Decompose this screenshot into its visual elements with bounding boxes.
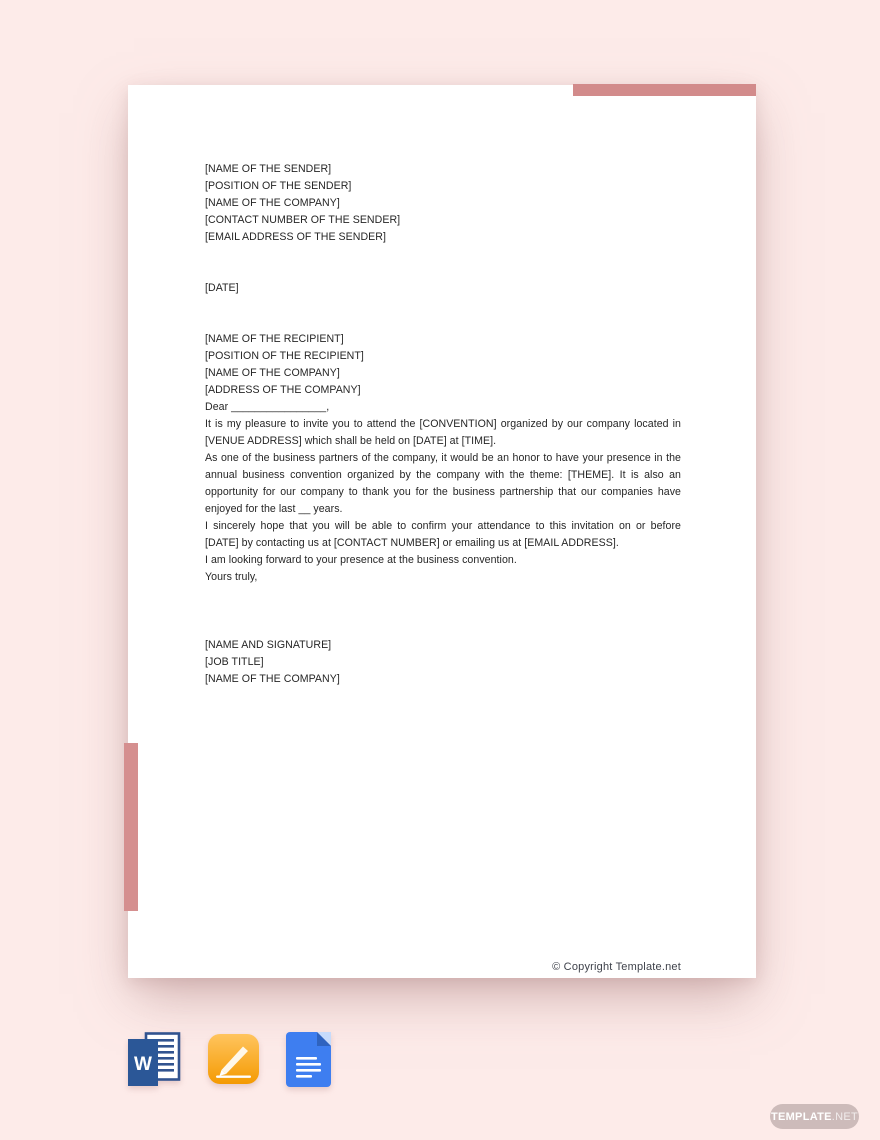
google-docs-icon[interactable] (286, 1032, 331, 1087)
badge-text-light: .NET (831, 1110, 859, 1123)
left-accent-bar (124, 743, 138, 911)
letter-body (205, 161, 681, 688)
word-letter: W (134, 1053, 152, 1075)
paragraph-invitation: It is my pleasure to invite you to attend the [CONVENTION] organized by our company located in [VENUE ADDRESS] which shall be held on [DATE] at [TIME]. (205, 418, 681, 447)
recipient-position: [POSITION OF THE RECIPIENT] (205, 350, 364, 362)
sender-name: [NAME OF THE SENDER] (205, 163, 332, 175)
apple-pages-icon[interactable] (208, 1034, 259, 1084)
sender-contact-number: [CONTACT NUMBER OF THE SENDER] (205, 214, 401, 226)
recipient-block (205, 331, 681, 399)
letter-date: [DATE] (205, 282, 239, 294)
recipient-name: [NAME OF THE RECIPIENT] (205, 333, 344, 345)
signature-company: [NAME OF THE COMPANY] (205, 673, 340, 685)
signature-job-title: [JOB TITLE] (205, 656, 264, 668)
ms-word-icon[interactable] (128, 1032, 181, 1087)
recipient-company-address: [ADDRESS OF THE COMPANY] (205, 384, 361, 396)
copyright-notice: © Copyright Template.net (552, 961, 681, 973)
signature-name: [NAME AND SIGNATURE] (205, 639, 332, 651)
sender-company: [NAME OF THE COMPANY] (205, 197, 340, 209)
letter-document (128, 85, 756, 978)
closing: Yours truly, (205, 571, 258, 583)
sender-email: [EMAIL ADDRESS OF THE SENDER] (205, 231, 386, 243)
templatenet-watermark-badge[interactable] (770, 1104, 859, 1129)
sender-block (205, 161, 681, 246)
sender-position: [POSITION OF THE SENDER] (205, 180, 352, 192)
recipient-company: [NAME OF THE COMPANY] (205, 367, 340, 379)
badge-text-bold: TEMPLATE (770, 1110, 832, 1123)
paragraph-confirmation: I sincerely hope that you will be able to confirm your attendance to this invitation on or before [DATE] by contacting us at [CONTACT NUMBER] or emailing us at [EMAIL ADDRESS]. (205, 520, 681, 549)
top-accent-bar (573, 84, 756, 96)
paragraph-looking-forward: I am looking forward to your presence at the business convention. (205, 554, 517, 566)
signature-block (205, 637, 681, 688)
paragraph-partnership: As one of the business partners of the company, it would be an honor to have your presence in the annual business convention organized by the company with the theme: [THEME]. It is also an opportunity for our company to thank you for the business partnership that our companies have enjoyed for the last __ years. (205, 452, 681, 515)
salutation: Dear ________________, (205, 401, 330, 413)
app-icons-dock (128, 1031, 331, 1087)
